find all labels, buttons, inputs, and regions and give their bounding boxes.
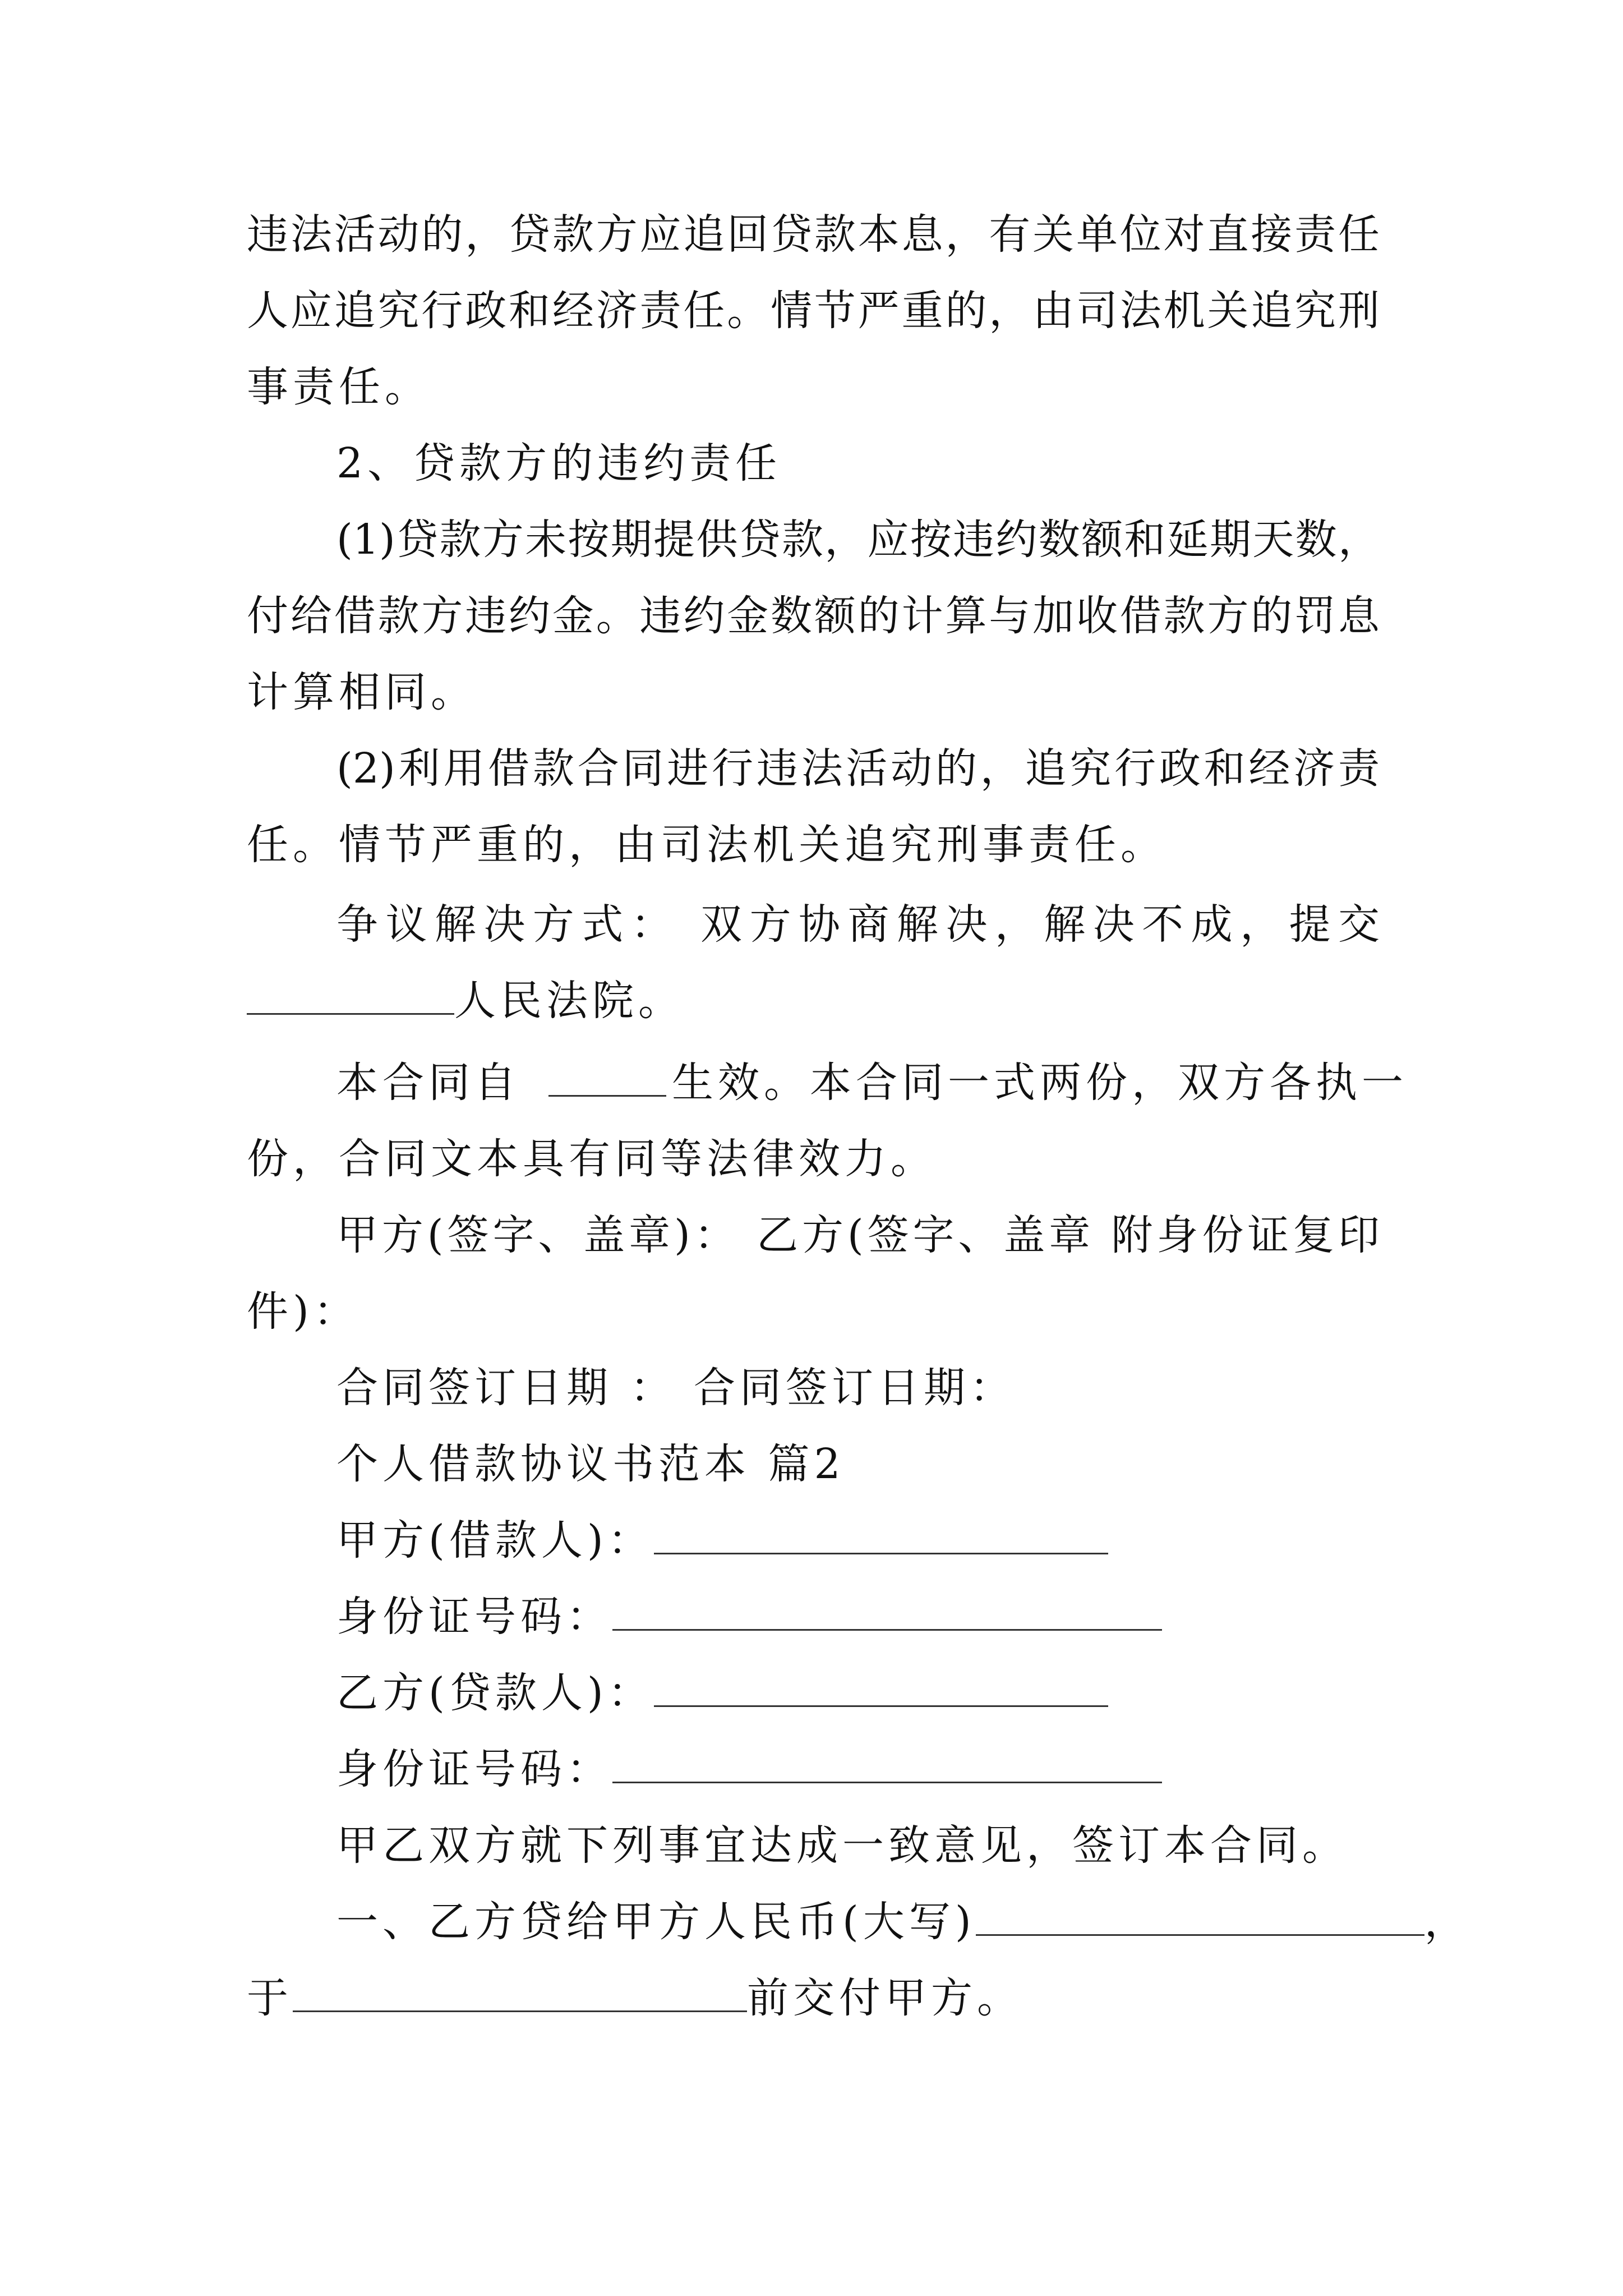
delivery-label: 前交付甲方。 [747,1974,1023,2022]
amount-label: 一、乙方贷给甲方人民币(大写) [336,1898,976,1946]
text-line [336,1056,1408,1110]
effective-date-blank[interactable] [548,1057,666,1097]
comma: ， [1424,1898,1470,1946]
form-row [336,1742,1162,1796]
text-line: (2)利用借款合同进行违法活动的，追究行政和经济责 [336,744,1380,793]
text-line: 争议解决方式： 双方协商解决，解决不成，提交 [336,900,1380,949]
text-line: 事责任。 [247,363,431,411]
text-line: 甲乙双方就下列事宜达成一致意见，签订本合同。 [336,1821,1348,1870]
text-line: 违法活动的，贷款方应追回贷款本息，有关单位对直接责任 [247,210,1380,259]
text-line: (1)贷款方未按期提供贷款，应按违约数额和延期天数， [336,516,1380,564]
text-line: 任。情节严重的，由司法机关追究刑事责任。 [247,821,1166,869]
text-line: 份，合同文本具有同等法律效力。 [247,1135,937,1183]
id-number-label: 身份证号码： [336,1745,612,1793]
fill-in-blank[interactable] [247,975,454,1015]
id-number-label: 身份证号码： [336,1593,612,1641]
text-line [336,1895,1470,1949]
form-row [336,1513,1108,1567]
form-row [336,1590,1162,1644]
borrower-name-field[interactable] [654,1515,1108,1554]
section-title: 个人借款协议书范本 篇2 [336,1440,845,1488]
text-line: 计算相同。 [247,668,477,716]
text-line [247,974,684,1028]
borrower-label: 甲方(借款人)： [336,1516,654,1565]
text-line: 件)： [247,1287,359,1336]
form-row [336,1666,1108,1720]
borrower-id-field[interactable] [612,1591,1162,1631]
text-line: 人应追究行政和经济责任。情节严重的，由司法机关追究刑 [247,287,1380,335]
effective-label: 本合同自 [336,1059,520,1107]
text-line: 付给借款方违约金。违约金数额的计算与加收借款方的罚息 [247,592,1380,640]
section-heading: 2、贷款方的违约责任 [336,439,782,487]
lender-name-field[interactable] [654,1667,1108,1707]
lender-label: 乙方(贷款人)： [336,1669,654,1717]
signature-line: 甲方(签字、盖章)： 乙方(签字、盖章 附身份证复印 [336,1211,1380,1259]
text-line [247,1971,1023,2025]
amount-field[interactable] [976,1896,1424,1936]
date-prefix: 于 [247,1974,293,2022]
court-label: 人民法院。 [454,977,684,1025]
lender-id-field[interactable] [612,1743,1162,1783]
signing-date-line: 合同签订日期 ： 合同签订日期： [336,1364,1016,1412]
effective-text: 生效。本合同一式两份，双方各执一 [672,1059,1408,1107]
delivery-date-field[interactable] [293,1972,747,2012]
